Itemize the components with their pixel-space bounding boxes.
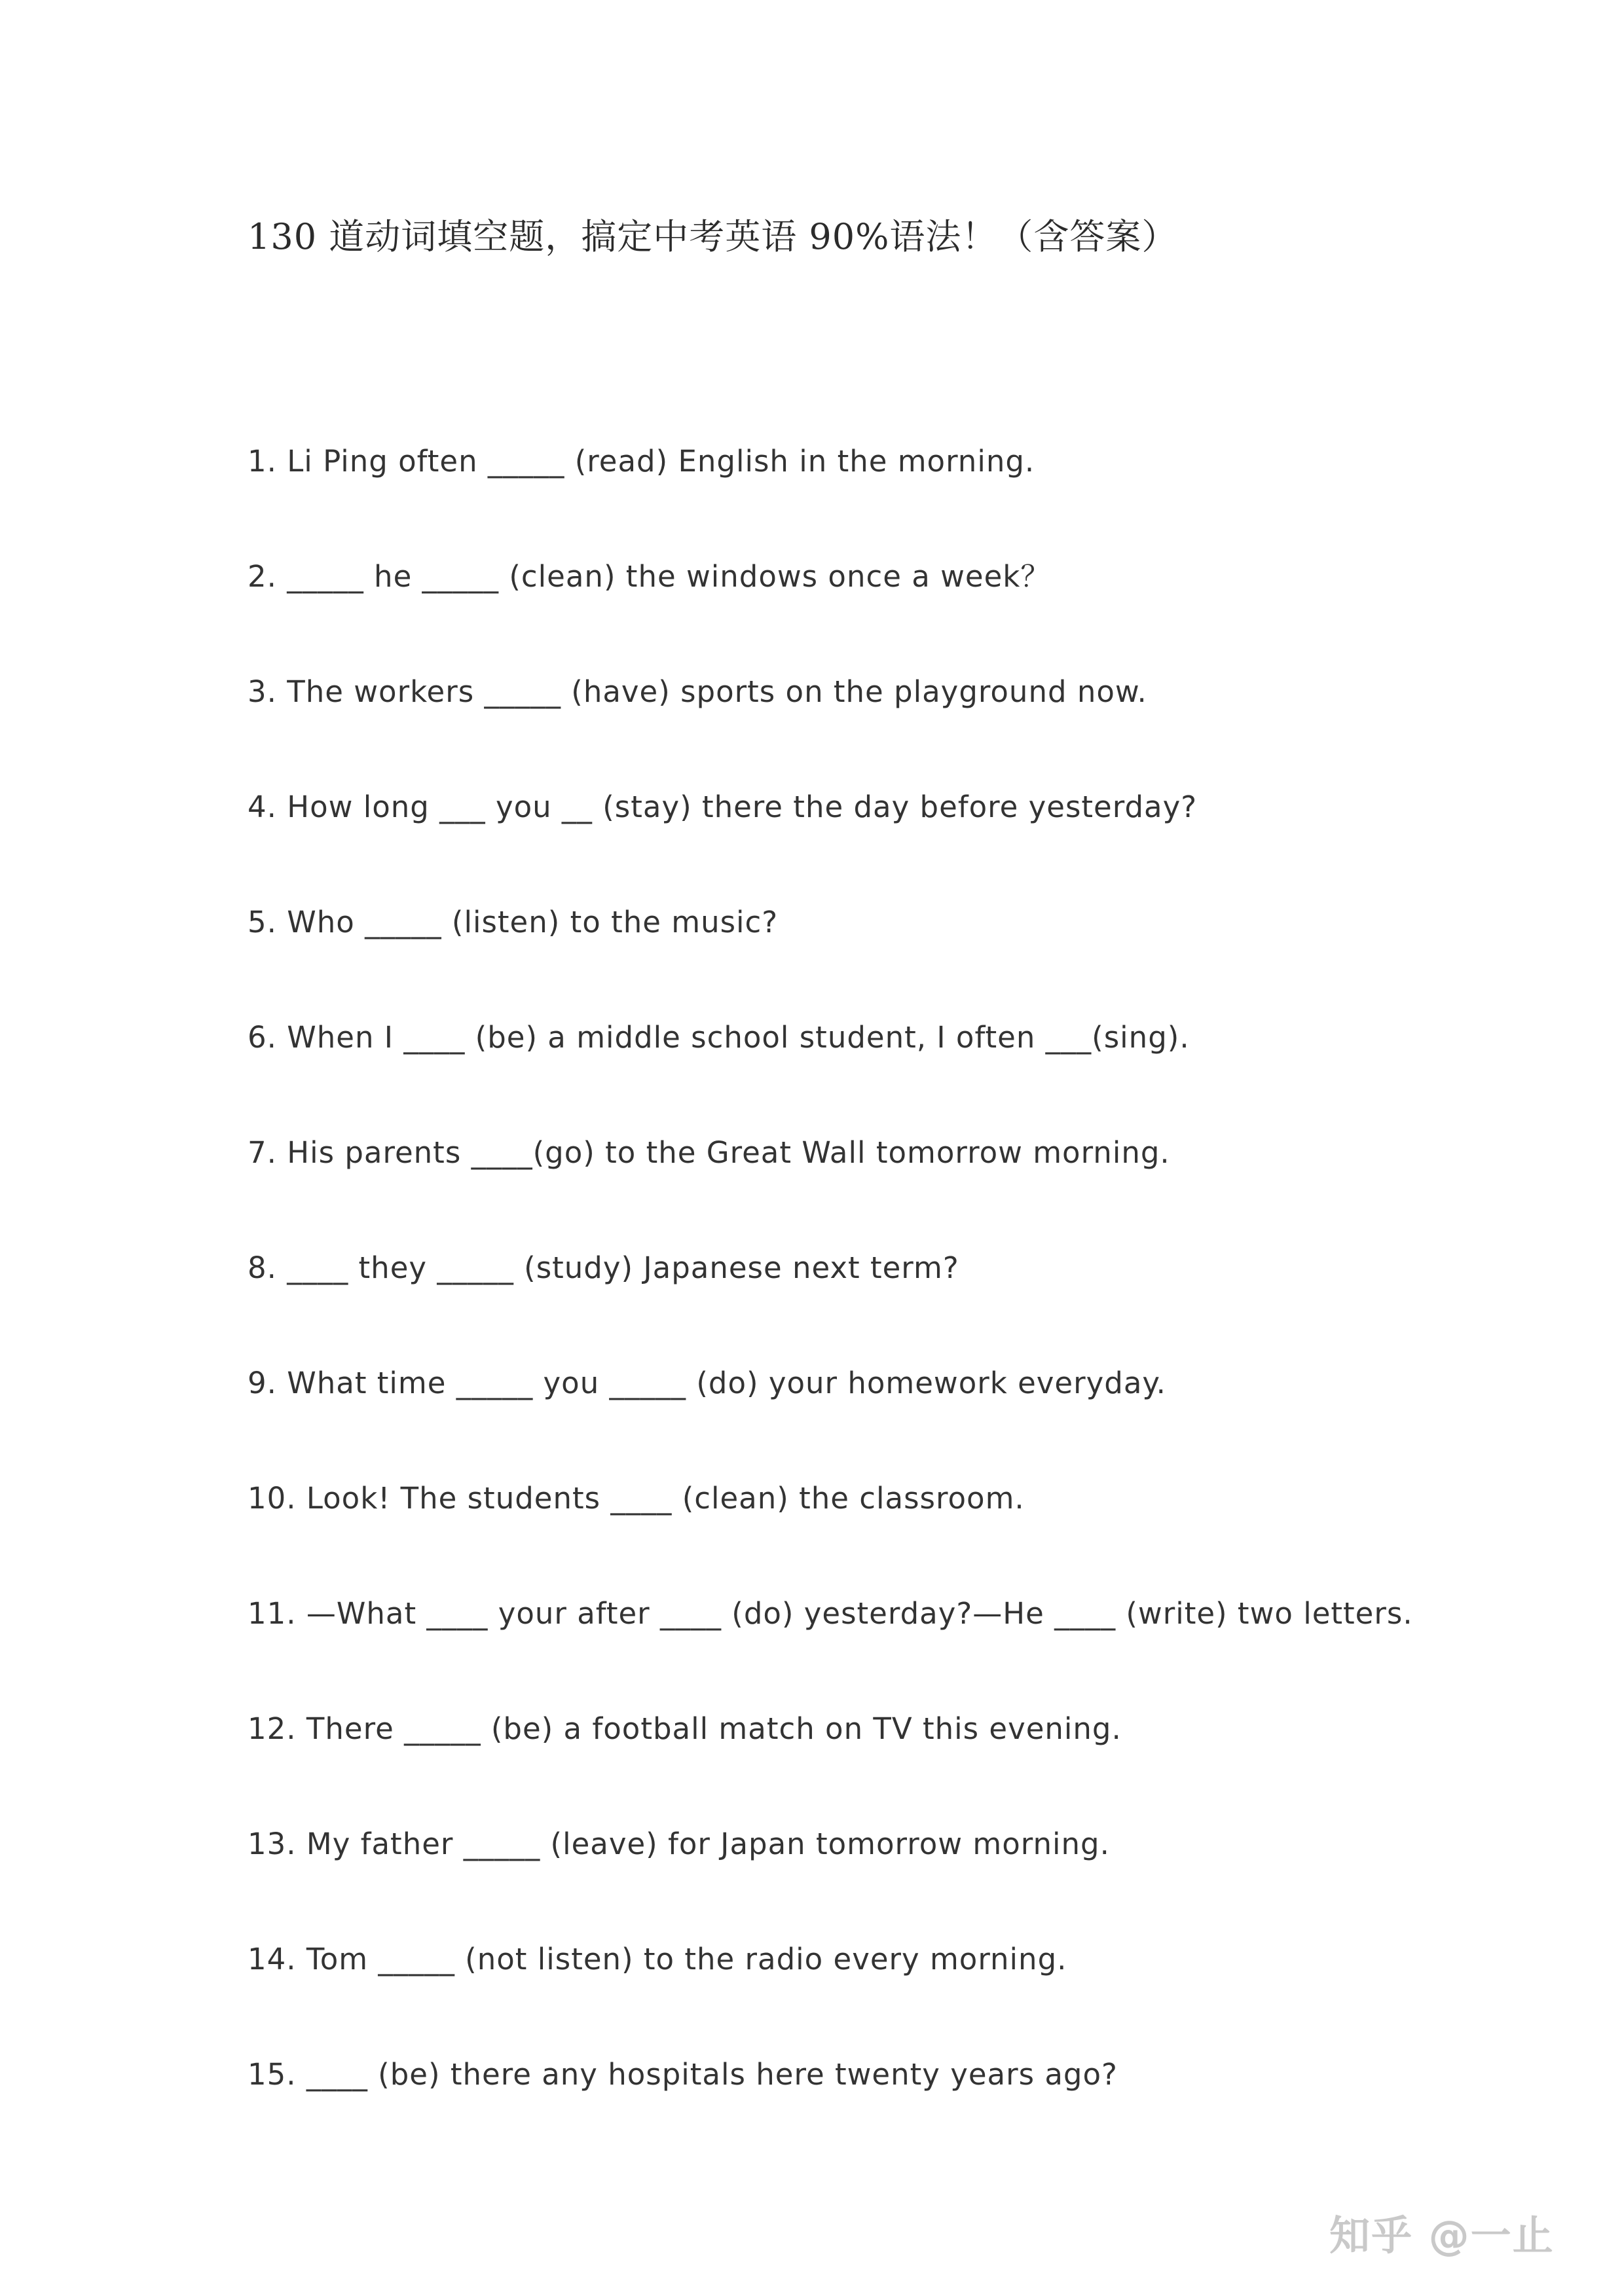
- question-11: 11. —What ____ your after ____ (do) yesterday?—He ____ (write) two letters.: [248, 1596, 1413, 1631]
- question-5: 5. Who _____ (listen) to the music?: [248, 905, 779, 939]
- question-4: 4. How long ___ you __ (stay) there the day before yesterday?: [248, 790, 1198, 824]
- question-15: 15. ____ (be) there any hospitals here twenty years ago?: [248, 2057, 1118, 2092]
- question-6: 6. When I ____ (be) a middle school student, I often ___(sing).: [248, 1020, 1190, 1055]
- document-title: 130 道动词填空题，搞定中考英语 90%语法！（含答案）: [248, 216, 1178, 257]
- question-14: 14. Tom _____ (not listen) to the radio every morning.: [248, 1942, 1067, 1977]
- question-3: 3. The workers _____ (have) sports on the playground now.: [248, 674, 1147, 709]
- question-9: 9. What time _____ you _____ (do) your homework everyday.: [248, 1366, 1166, 1400]
- question-2: 2. _____ he _____ (clean) the windows once a week？: [248, 559, 1051, 594]
- question-8: 8. ____ they _____ (study) Japanese next term?: [248, 1250, 959, 1285]
- zhihu-watermark: 知乎 @一止: [1329, 2212, 1555, 2259]
- question-12: 12. There _____ (be) a football match on TV this evening.: [248, 1711, 1122, 1746]
- question-7: 7. His parents ____(go) to the Great Wall tomorrow morning.: [248, 1135, 1170, 1170]
- question-1: 1. Li Ping often _____ (read) English in the morning.: [248, 444, 1035, 479]
- question-13: 13. My father _____ (leave) for Japan tomorrow morning.: [248, 1827, 1110, 1861]
- question-10: 10. Look! The students ____ (clean) the classroom.: [248, 1481, 1025, 1516]
